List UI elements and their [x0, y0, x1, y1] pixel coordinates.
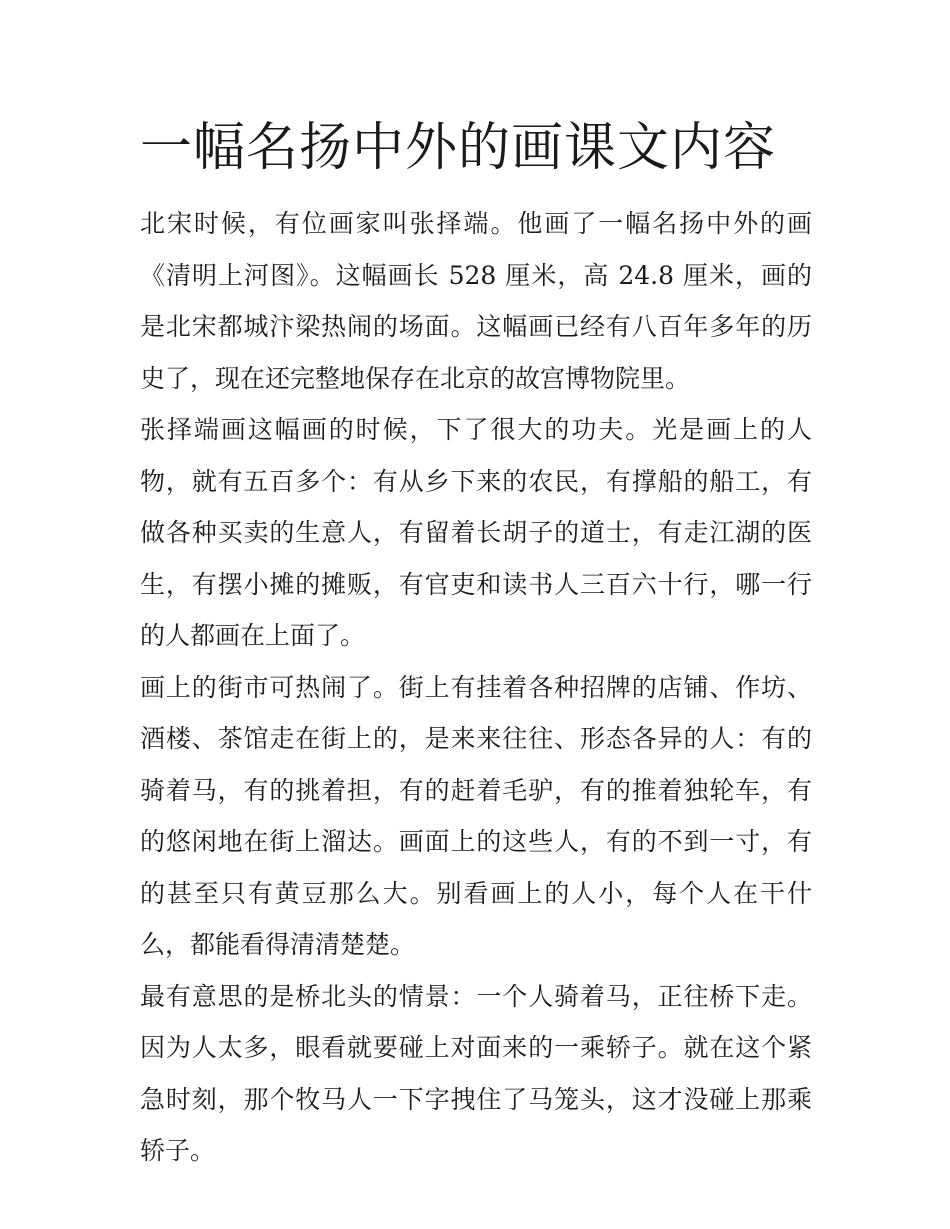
paragraph: 张择端画这幅画的时候，下了很大的功夫。光是画上的人物，就有五百多个：有从乡下来的农民，有撑船的船工，有做各种买卖的生意人，有留着长胡子的道士，有走江湖的医生，有摆小摊的摊贩，有官吏和读书人三百六十行，哪一行的人都画在上面了。 — [140, 415, 812, 650]
document-body — [140, 198, 812, 1177]
document-title: 一幅名扬中外的画课文内容 — [140, 118, 777, 178]
document-page — [140, 108, 812, 1177]
paragraph: 最有意思的是桥北头的情景：一个人骑着马，正往桥下走。因为人太多，眼看就要碰上对面来的一乘轿子。就在这个紧急时刻，那个牧马人一下字拽住了马笼头，这才没碰上那乘轿子。 — [140, 981, 812, 1165]
paragraph: 北宋时候，有位画家叫张择端。他画了一幅名扬中外的画《清明上河图》。这幅画长 528 厘米，高 24.8 厘米，画的是北宋都城汴梁热闹的场面。这幅画已经有八百年多年的历史了，现在还完整地保存在北京的故宫博物院里。 — [140, 209, 812, 393]
paragraph: 画上的街市可热闹了。街上有挂着各种招牌的店铺、作坊、酒楼、茶馆走在街上的，是来来往往、形态各异的人：有的骑着马，有的挑着担，有的赶着毛驴，有的推着独轮车，有的悠闲地在街上溜达。画面上的这些人，有的不到一寸，有的甚至只有黄豆那么大。别看画上的人小，每个人在干什么，都能看得清清楚楚。 — [140, 672, 812, 959]
